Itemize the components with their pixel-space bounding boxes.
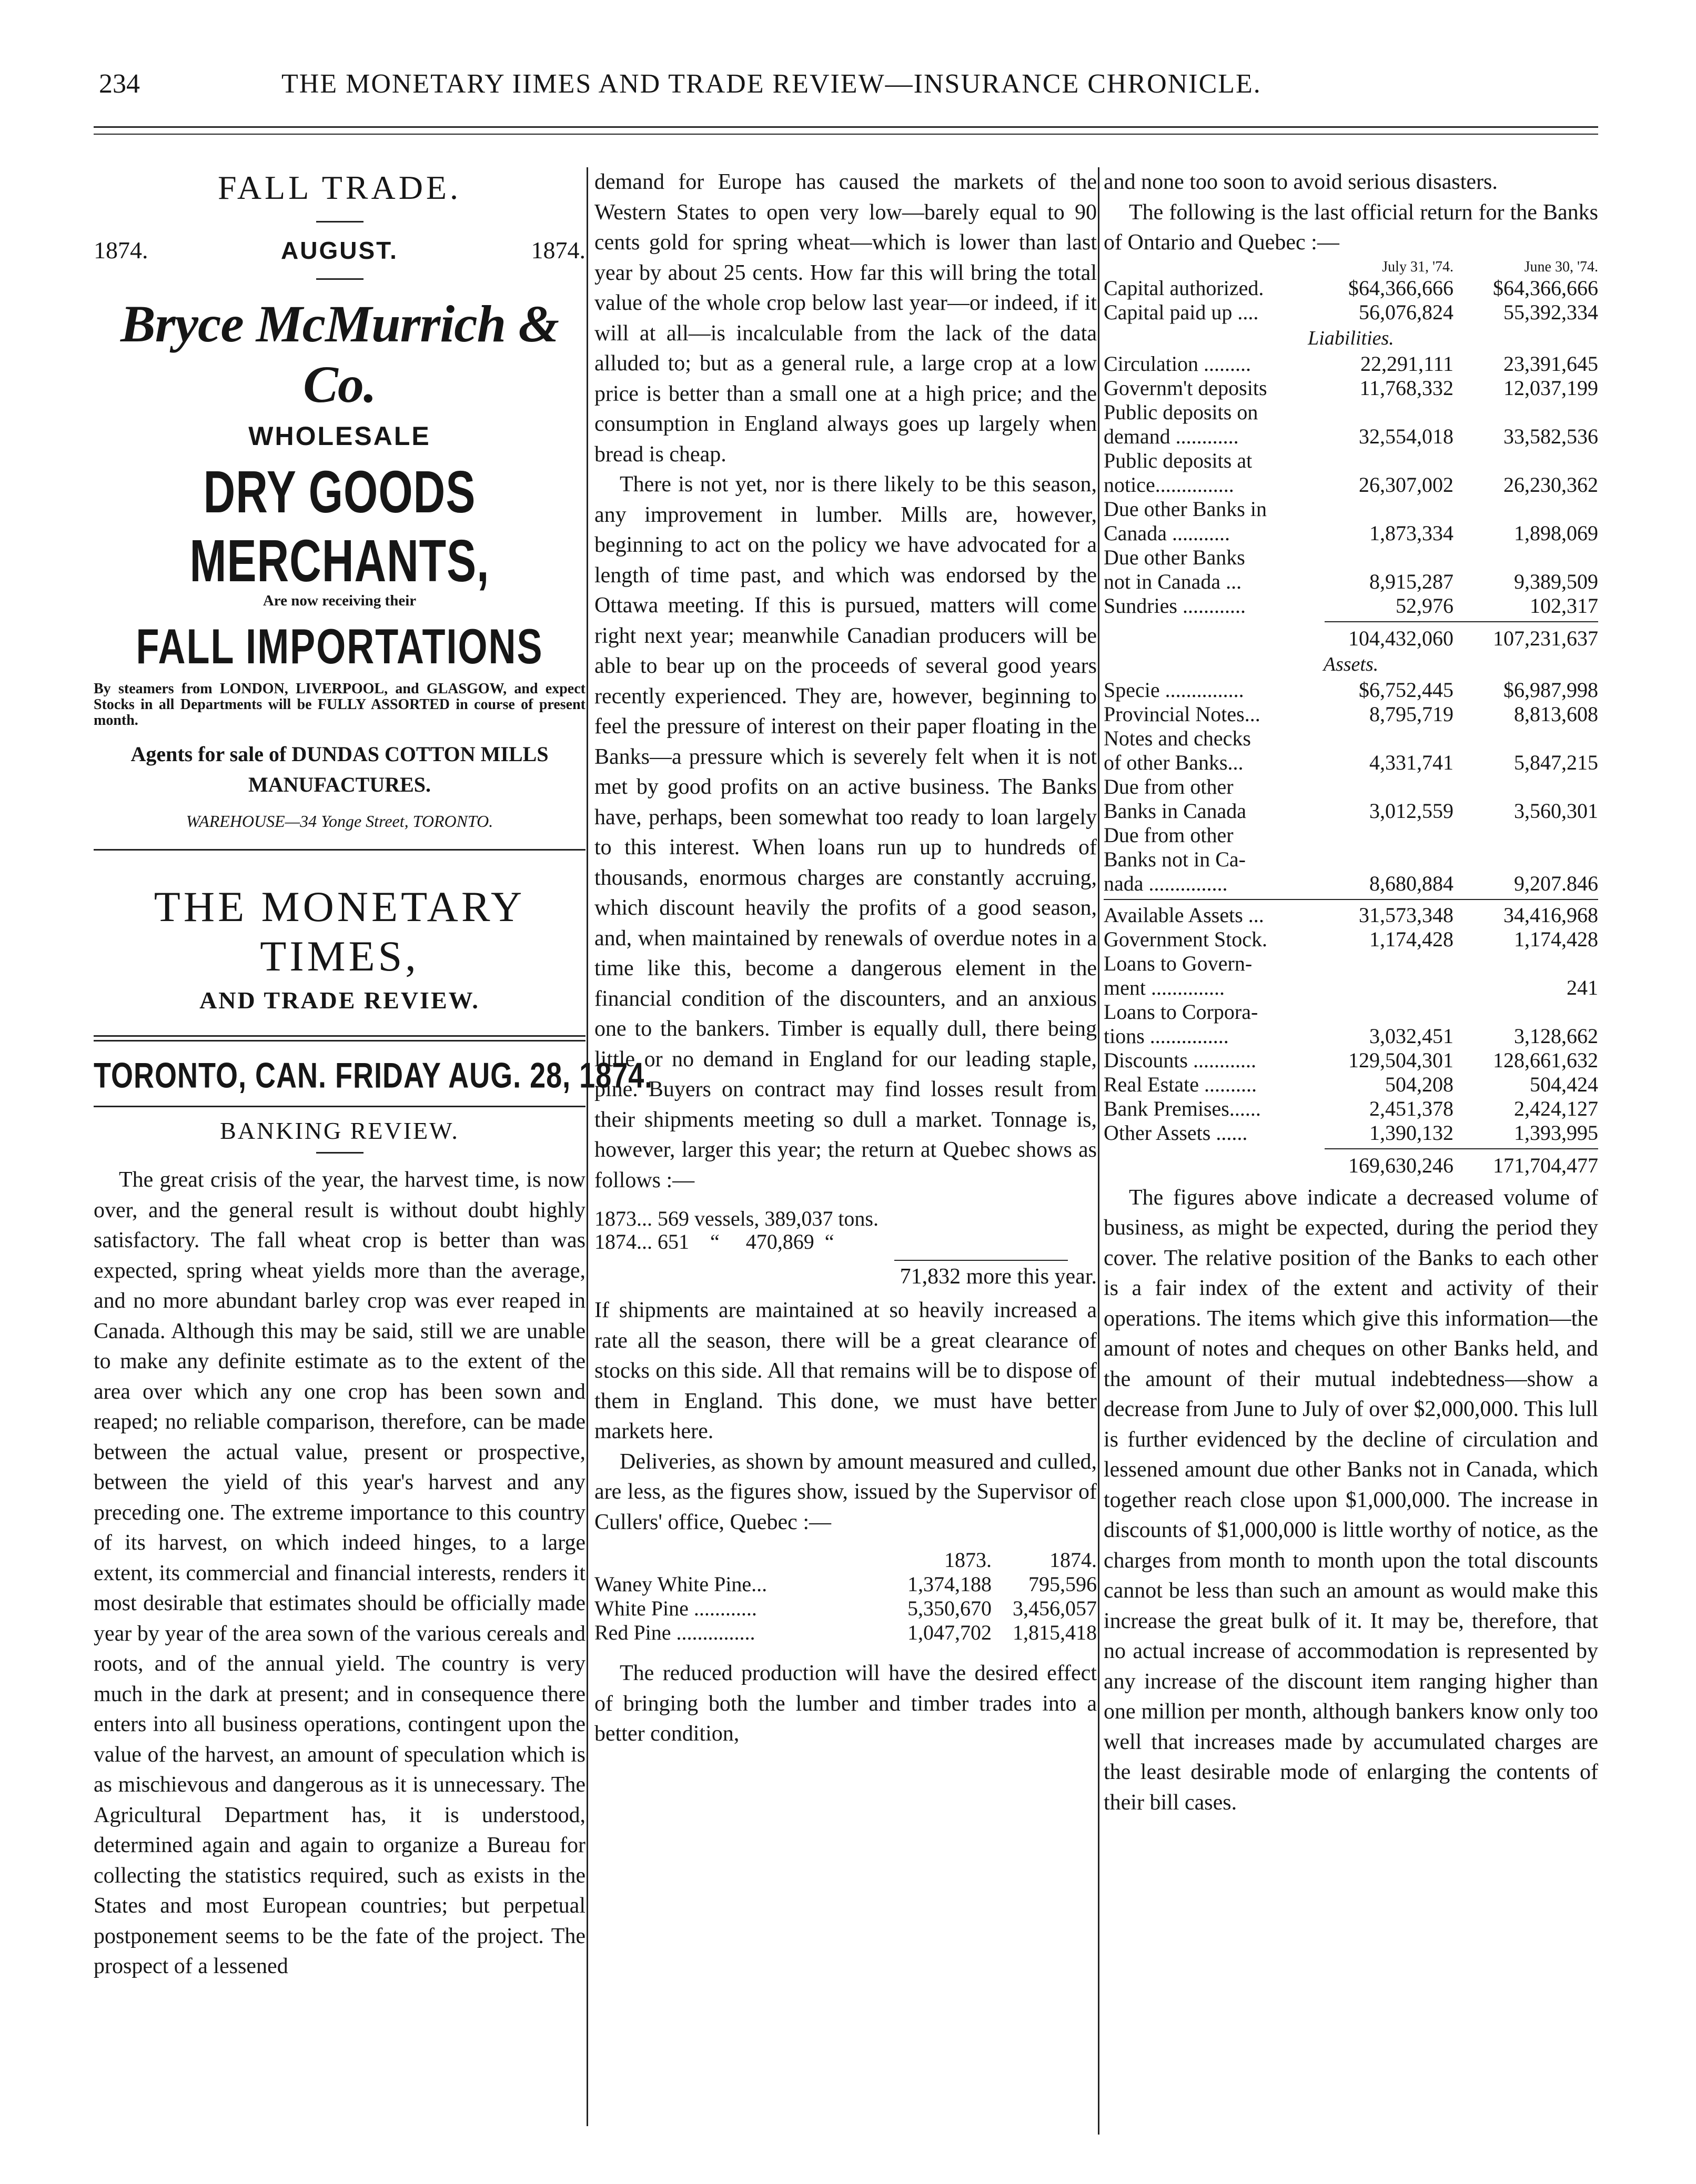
liability-value [1453, 400, 1598, 424]
running-title: THE MONETARY IIMES AND TRADE REVIEW—INSURANCE CHRONICLE. [281, 69, 1261, 99]
column-header-1874: 1874. [1049, 1548, 1097, 1572]
liability-label: not in Canada ... [1104, 569, 1242, 593]
ad-agents: Agents for sale of DUNDAS COTTON MILLS MANUFACTURES. [130, 742, 549, 796]
asset-value: 2,424,127 [1514, 1096, 1598, 1120]
article-paragraph: demand for Europe has caused the markets of the Western States to open very low—barely equal to 90 cents gold for spring wheat—which is lower than last year by about 25 cents. How far this will bring the total value of the whole crop below last year—or indeed, if it will at all—is incalculable from the lack of the data alluded to; but as a general rule, a large crop at a low price is better than a small one at a high price; and the consumption in England always goes up largely when bread is cheap. [594, 170, 1097, 467]
tonnage-difference: 71,832 more this year. [900, 1265, 1097, 1289]
liability-label: notice............... [1104, 472, 1234, 497]
asset-value: 9,207.846 [1514, 871, 1598, 895]
ad-warehouse: WAREHOUSE—34 Yonge Street, TORONTO. [186, 812, 493, 831]
masthead-title: THE MONETARY TIMES, [154, 883, 526, 980]
ad-receiving: Are now receiving their [263, 592, 417, 609]
assets-total-row [1104, 1154, 1598, 1178]
deliveries-rows [594, 1572, 1097, 1645]
table-row [1104, 1048, 1598, 1073]
asset-value: $6,987,998 [1503, 678, 1598, 702]
asset-value: 504,208 [1385, 1072, 1453, 1096]
table-row [1104, 702, 1598, 726]
asset-value: 241 [1567, 975, 1598, 999]
table-row [1104, 799, 1598, 823]
column-2 [594, 167, 1097, 1750]
table-row [1104, 473, 1598, 497]
table-row [1104, 300, 1598, 325]
table-header-row [594, 1548, 1097, 1572]
asset-label: tions ............... [1104, 1024, 1229, 1048]
column-divider-1 [587, 167, 588, 2126]
ad-firm-name: Bryce McMurrich & Co. [120, 295, 559, 413]
deliveries-label: White Pine ............ [594, 1596, 757, 1620]
liability-label: Public deposits on [1104, 400, 1258, 424]
ad-fall-importations: FALL IMPORTATIONS [136, 620, 543, 674]
asset-value [1453, 775, 1598, 799]
asset-value [1317, 823, 1453, 847]
table-row [1104, 276, 1598, 300]
asset-value: 8,680,884 [1369, 871, 1453, 895]
article-paragraph: The great crisis of the year, the harvest time, is now over, and the general result is without doubt highly satisfactory. The fall wheat crop is better than was expected, spring wheat yields more than the average, and no more abundant barley crop was ever reaped in Canada. Although this may be said, still we are unable to make any definite estimate as to the extent of the area over which any one crop has been sown and reaped; no reliable comparison, therefore, can be made between the actual value, present or prospective, between the yield of this year's harvest and any preceding one. The extreme importance to this country of its harvest, on which indeed hinges, to a large extent, its commercial and financial interests, renders it most desirable that estimates should be officially made year by year of the area sown of the various cereals and roots, and of the annual yield. The country is very much in the dark at present; and in consequence there enters into all business operations, contingent upon the value of the harvest, an amount of speculation which is as mischievous and dangerous as it is unnecessary. The Agricultural Department has, it is understood, determined again and again to organize a Bureau for collecting the statistics required, such as exists in the States and most European countries; but perpetual postponement seems to be the fate of the project. The prospect of a lessened [94, 1168, 585, 1978]
liability-value: 1,898,069 [1514, 521, 1598, 545]
asset-value: 1,390,132 [1369, 1120, 1453, 1145]
table-row [1104, 927, 1598, 952]
liability-label: Circulation ......... [1104, 351, 1251, 376]
ad-year-right: 1874. [531, 237, 585, 264]
ad-wholesale: WHOLESALE [248, 421, 431, 451]
table-row [1104, 903, 1598, 927]
asset-label: Due from other [1104, 774, 1234, 798]
table-row [1104, 1000, 1598, 1024]
liability-value [1317, 497, 1453, 521]
table-row [594, 1596, 1097, 1621]
asset-label: Notes and checks [1104, 726, 1251, 750]
table-row [1104, 751, 1598, 775]
deliveries-value: 1,047,702 [907, 1621, 992, 1644]
ad-year-left: 1874. [94, 237, 148, 264]
liability-value [1317, 545, 1453, 570]
asset-label: Banks in Canada [1104, 798, 1247, 823]
column-header-june: June 30, '74. [1524, 258, 1598, 275]
asset-value: 3,128,662 [1514, 1024, 1598, 1048]
dateline: TORONTO, CAN. FRIDAY AUG. 28, 1874. [94, 1056, 653, 1096]
article-paragraph: The reduced production will have the desired effect of bringing both the lumber and timber trades into a better condition, [594, 1661, 1097, 1746]
asset-value [1453, 823, 1598, 847]
asset-label: Bank Premises...... [1104, 1096, 1261, 1120]
ad-dry-goods: DRY GOODS MERCHANTS, [189, 458, 490, 594]
table-row [1104, 952, 1598, 976]
liability-label: demand ............ [1104, 424, 1239, 448]
asset-label: Loans to Govern- [1104, 951, 1253, 975]
asset-label: of other Banks... [1104, 750, 1244, 774]
table-row [1104, 847, 1598, 872]
table-row [1104, 1024, 1598, 1048]
liability-value: 12,037,199 [1503, 376, 1598, 400]
table-row [1104, 1121, 1598, 1145]
liability-value: 33,582,536 [1503, 424, 1598, 448]
page-number: 234 [99, 69, 140, 99]
heading-dash [316, 1152, 364, 1154]
liability-value: 8,915,287 [1369, 569, 1453, 593]
liability-value [1317, 449, 1453, 473]
liability-label: Canada ........... [1104, 521, 1230, 545]
asset-value [1317, 976, 1453, 1000]
asset-value: 3,560,301 [1514, 798, 1598, 823]
liability-value: 32,554,018 [1359, 424, 1453, 448]
deliveries-value: 3,456,057 [1013, 1596, 1097, 1620]
deliveries-value: 5,350,670 [907, 1596, 992, 1620]
capital-value: 55,392,334 [1503, 300, 1598, 324]
asset-label: Due from other [1104, 823, 1234, 847]
capital-label: Capital paid up .... [1104, 300, 1259, 324]
asset-label: Loans to Corpora- [1104, 999, 1258, 1024]
table-header-row [1104, 258, 1598, 276]
asset-value: 34,416,968 [1503, 903, 1598, 927]
deliveries-label: Red Pine ............... [594, 1621, 755, 1644]
column-1 [94, 167, 653, 1982]
article-heading: BANKING REVIEW. [220, 1117, 459, 1144]
asset-label: Other Assets ...... [1104, 1120, 1248, 1145]
dateline-rule [94, 1106, 585, 1107]
assets-heading: Assets. [1323, 653, 1379, 675]
article-paragraph: and none too soon to avoid serious disasters. [1104, 170, 1498, 194]
liability-label: Public deposits at [1104, 448, 1253, 472]
deliveries-value: 1,374,188 [907, 1572, 992, 1596]
deliveries-label: Waney White Pine... [594, 1572, 768, 1596]
assets-rows-b [1104, 903, 1598, 1145]
liability-value: 23,391,645 [1503, 351, 1598, 376]
table-row [1104, 521, 1598, 545]
table-row [1104, 1097, 1598, 1121]
ad-month: AUGUST. [281, 237, 398, 264]
asset-value: 3,012,559 [1369, 798, 1453, 823]
article-paragraph: Deliveries, as shown by amount measured and culled, are less, as the figures show, issued by the Supervisor of Cullers' office, Quebec :— [594, 1449, 1097, 1534]
asset-value: 8,813,608 [1514, 702, 1598, 726]
ad-steamers-notice: By steamers from LONDON, LIVERPOOL, and GLASGOW, and expect Stocks in all Departments will be FULLY ASSORTED in course of present month. [94, 681, 585, 729]
ad-dates [94, 236, 585, 265]
asset-value [1453, 1000, 1598, 1024]
total-rule [1325, 1148, 1598, 1149]
article-paragraph: There is not yet, nor is there likely to be this season, any improvement in lumber. Mills are, however, beginning to act on the policy we have advocated for a length of time past, and which was endorsed by the Ottawa meeting. If this is pursued, matters will come right next year; meanwhile Canadian producers will be able to bear up on the proceeds of several good years recently experienced. They are, however, beginning to feel the pressure of interest on their paper floating in the Banks—a pressure which is severely felt when it is not met by good profits on an active business. The Banks have, perhaps, been somewhat too ready to loan largely to this interest. When loans run up to hundreds of thousands, enormous charges are constantly accruing, which discount heavily the profits of a good season, and, when maintained by renewals of overdue notes in a time like this, become a dangerous element in the financial condition of the discounters, and an anxious one to the bankers. Timber is equally dull, there being little or no demand in England for our leading staple, pine. Buyers on contract may find losses result from their shipments meeting so dull a market. Tonnage is, however, larger this year; the return at Quebec shows as follows :— [594, 472, 1097, 1192]
liability-label: Sundries ............ [1104, 593, 1246, 618]
asset-value: 128,661,632 [1493, 1048, 1598, 1072]
liability-value: 1,873,334 [1369, 521, 1453, 545]
article-paragraph: The following is the last official return for the Banks of Ontario and Quebec :— [1104, 200, 1598, 255]
liability-value: 22,291,111 [1360, 351, 1453, 376]
asset-label: Specie ............... [1104, 678, 1244, 702]
ad-divider [316, 221, 364, 223]
header-rule-2 [94, 134, 1598, 135]
capital-value: $64,366,666 [1493, 276, 1598, 300]
liability-value: 9,389,509 [1514, 569, 1598, 593]
asset-label: nada ............... [1104, 871, 1228, 895]
table-row [1104, 400, 1598, 424]
table-row [594, 1621, 1097, 1645]
asset-value [1453, 847, 1598, 872]
liability-value: 52,976 [1396, 593, 1453, 618]
asset-label: Real Estate .......... [1104, 1072, 1257, 1096]
asset-value: $6,752,445 [1359, 678, 1453, 702]
table-row [1104, 352, 1598, 376]
ad-fall-trade: FALL TRADE. [217, 169, 462, 206]
table-row [1104, 376, 1598, 400]
ad-divider [316, 278, 364, 280]
liability-label: Governm't deposits [1104, 376, 1267, 400]
asset-value: 3,032,451 [1369, 1024, 1453, 1048]
liabilities-total-june: 107,231,637 [1493, 626, 1598, 650]
column-header-july: July 31, '74. [1382, 258, 1453, 275]
table-row [594, 1572, 1097, 1596]
asset-value: 1,174,428 [1514, 927, 1598, 951]
table-row [1104, 823, 1598, 847]
table-row [1104, 678, 1598, 702]
table-row [1104, 570, 1598, 594]
ad-bottom-rule [94, 849, 585, 851]
article-paragraph: If shipments are maintained at so heavily increased a rate all the season, there will be a great clearance of stocks on this side. All that remains will be to dispose of them in England. This done, we must have better markets here. [594, 1298, 1097, 1443]
table-row [1104, 545, 1598, 570]
column-3 [1104, 167, 1598, 1818]
asset-value [1317, 775, 1453, 799]
asset-value [1453, 726, 1598, 751]
table-row [1104, 775, 1598, 799]
header-rule [94, 126, 1598, 128]
table-row [1104, 449, 1598, 473]
liabilities-total-july: 104,432,060 [1348, 626, 1453, 650]
table-row [1104, 976, 1598, 1000]
asset-label: Available Assets ... [1104, 903, 1264, 927]
article-paragraph: The figures above indicate a decreased volume of business, as might be expected, during the period they cover. The relative position of the Banks to each other is a fair index of the extent and activity of their operations. The items which give this information—the amount of notes and cheques on other Banks held, and the amount of their mutual indebtedness—show a decrease from June to July of over $2,000,000. This lull is further evidenced by the decline of circulation and lessened amount due other Banks not in Canada, which together reach close upon $1,000,000. The increase in discounts of $1,000,000 is little worthy of notice, as the charges from month to month upon the total discounts cannot be less than such an amount as would make this increase the great bulk of it. It may be, therefore, that no actual increase of accommodation is represented by any increase of the discount item ranging higher than one million per month, although bankers know only too well that increases made by accumulated charges are the least desirable mode of enlarging the contents of their bill cases. [1104, 1185, 1598, 1815]
asset-value: 1,393,995 [1514, 1120, 1598, 1145]
asset-value: 8,795,719 [1369, 702, 1453, 726]
asset-label: Government Stock. [1104, 927, 1268, 951]
deliveries-value: 1,815,418 [1013, 1621, 1097, 1644]
liabilities-heading: Liabilities. [1308, 327, 1394, 349]
asset-value: 31,573,348 [1359, 903, 1453, 927]
deliveries-table [594, 1548, 1097, 1645]
asset-value [1453, 952, 1598, 976]
total-rule [1325, 621, 1598, 622]
assets-total-july: 169,630,246 [1348, 1153, 1453, 1177]
column-divider-2 [1098, 167, 1099, 2135]
asset-value: 129,504,301 [1348, 1048, 1453, 1072]
deliveries-value: 795,596 [1028, 1572, 1097, 1596]
masthead-subtitle: AND TRADE REVIEW. [199, 987, 480, 1014]
asset-value [1317, 952, 1453, 976]
asset-value: 5,847,215 [1514, 750, 1598, 774]
asset-value [1317, 847, 1453, 872]
table-row [1104, 594, 1598, 618]
table-row [1104, 872, 1598, 896]
asset-value: 4,331,741 [1369, 750, 1453, 774]
tonnage-1874: 1874... 651 “ 470,869 “ [594, 1230, 834, 1253]
assets-rule [1104, 899, 1598, 900]
liability-value: 11,768,332 [1359, 376, 1453, 400]
capital-rows [1104, 276, 1598, 325]
liability-value: 26,230,362 [1503, 472, 1598, 497]
asset-label: Discounts ............ [1104, 1048, 1256, 1072]
liability-value: 26,307,002 [1359, 472, 1453, 497]
capital-value: 56,076,824 [1359, 300, 1453, 324]
bank-return-table [1104, 258, 1598, 1178]
liability-label: Due other Banks [1104, 545, 1245, 569]
asset-label: Provincial Notes... [1104, 702, 1260, 726]
asset-value [1317, 726, 1453, 751]
liability-value [1453, 449, 1598, 473]
asset-value: 2,451,378 [1369, 1096, 1453, 1120]
table-row [1104, 1073, 1598, 1097]
masthead-rule [94, 1035, 585, 1042]
liability-label: Due other Banks in [1104, 497, 1267, 521]
capital-label: Capital authorized. [1104, 276, 1264, 300]
tonnage-rule [894, 1260, 1068, 1261]
liability-value [1453, 497, 1598, 521]
assets-rows-a [1104, 678, 1598, 896]
assets-total-june: 171,704,477 [1493, 1153, 1598, 1177]
liabilities-rows [1104, 352, 1598, 618]
liability-value [1317, 400, 1453, 424]
table-row [1104, 726, 1598, 751]
asset-label: Banks not in Ca- [1104, 847, 1246, 871]
asset-value: 1,174,428 [1369, 927, 1453, 951]
capital-value: $64,366,666 [1348, 276, 1453, 300]
liability-value [1453, 545, 1598, 570]
asset-label: ment .............. [1104, 975, 1225, 999]
asset-value: 504,424 [1530, 1072, 1598, 1096]
liability-value: 102,317 [1530, 593, 1598, 618]
tonnage-1873: 1873... 569 vessels, 389,037 tons. [594, 1207, 879, 1230]
table-row [1104, 497, 1598, 521]
asset-value [1317, 1000, 1453, 1024]
column-header-1873: 1873. [944, 1548, 992, 1572]
table-row [1104, 424, 1598, 449]
liabilities-total-row [1104, 626, 1598, 651]
